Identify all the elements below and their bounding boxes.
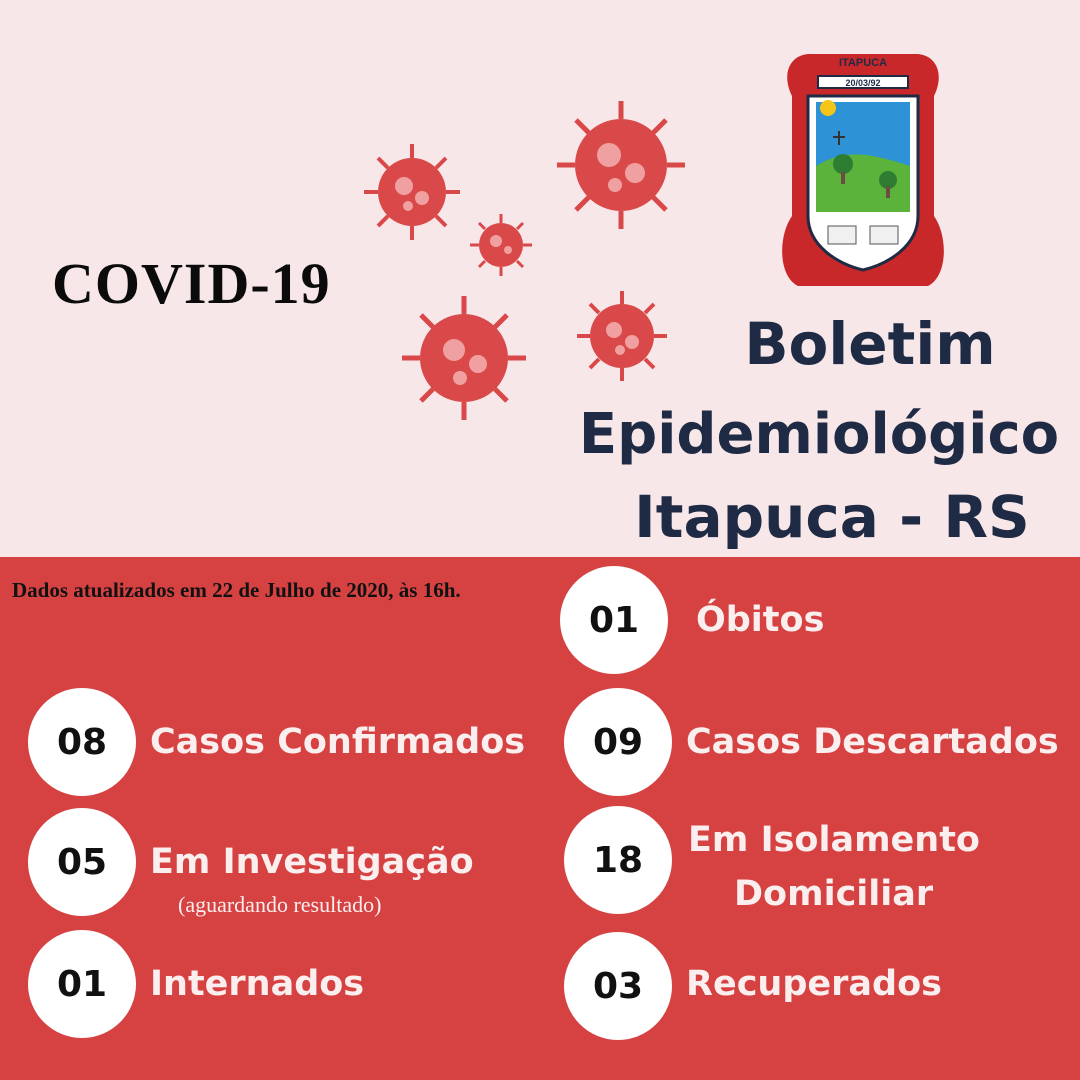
stat-circle-obitos: 01 [560, 566, 668, 674]
stat-circle-isolamento: 18 [564, 806, 672, 914]
crest-date: 20/03/92 [845, 78, 881, 88]
stat-circle-descartados: 09 [564, 688, 672, 796]
stat-label-obitos: Óbitos [696, 600, 825, 640]
stat-circle-confirmados: 08 [28, 688, 136, 796]
update-note: Dados atualizados em 22 de Julho de 2020, às 16h. [12, 578, 461, 602]
heading-line-3: Itapuca - RS [634, 483, 1030, 551]
stat-label-isolamento-line2: Domiciliar [734, 874, 934, 914]
stat-circle-recuperados: 03 [564, 932, 672, 1040]
heading-line-1: Boletim [744, 310, 996, 378]
stat-label-internados: Internados [150, 964, 365, 1004]
virus-icon [398, 292, 530, 424]
crest-name: ITAPUCA [838, 57, 888, 69]
covid-title: COVID-19 [52, 251, 331, 316]
heading-line-2: Epidemiológico [578, 402, 1060, 467]
stat-label-investigacao: Em Investigação [150, 842, 474, 882]
virus-icon [574, 288, 670, 384]
stat-circle-investigacao: 05 [28, 808, 136, 916]
municipal-crest-logo [778, 36, 948, 298]
stat-label-confirmados: Casos Confirmados [150, 722, 526, 762]
stat-label-recuperados: Recuperados [686, 964, 942, 1004]
virus-icon [468, 212, 534, 278]
stat-label-descartados: Casos Descartados [686, 722, 1059, 762]
stat-circle-internados: 01 [28, 930, 136, 1038]
stat-label-isolamento-line1: Em Isolamento [688, 820, 980, 860]
stat-note-investigacao: (aguardando resultado) [178, 892, 382, 917]
virus-icon [552, 96, 690, 234]
virus-icon [360, 140, 464, 244]
